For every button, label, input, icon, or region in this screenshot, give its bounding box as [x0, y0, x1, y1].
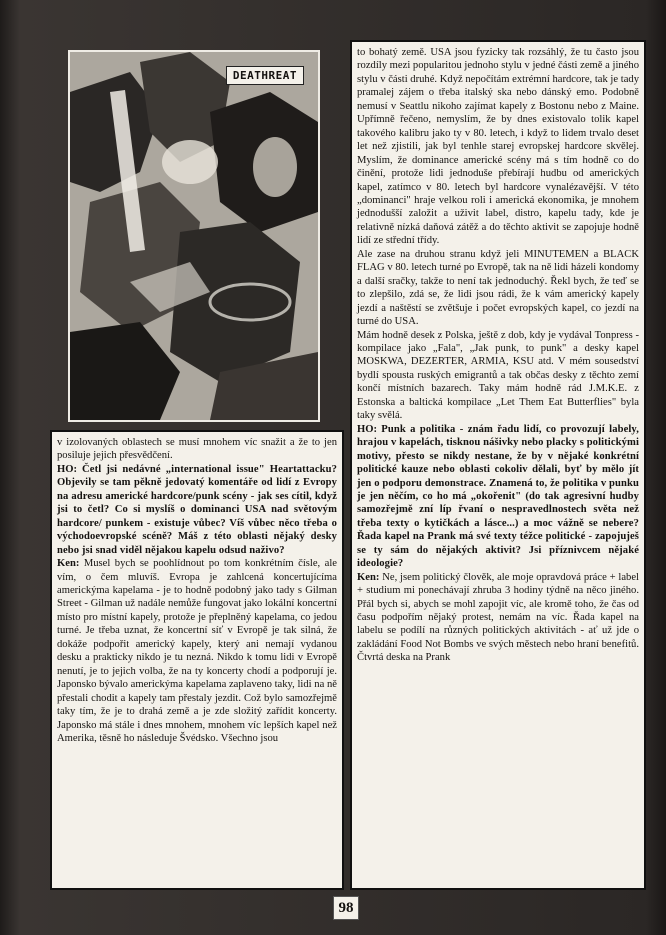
paragraph-minutemen: Ale zase na druhou stranu když jeli MINUTEMEN a BLACK FLAG v 80. letech turné po Evropě, tak na ně lidi házeli kondomy a další sračky, takže to není tak jednoduchý. Řekl bych, že teď se to zlepšilo, zdá se, že lidi jsou rádi, že k vám americký kapely jezdí a naštěstí se zvětšuje i počet evropských kapel, co jezdí na turné do USA.	[357, 248, 639, 328]
page-number: 98	[333, 896, 359, 920]
photo-band-name: DEATHREAT	[226, 66, 304, 85]
photo-image	[70, 52, 318, 420]
answer-paragraph-politics	[357, 571, 639, 665]
question-text: Četl jsi nedávné „international issue" Heartattacku? Objevily se tam pěkně jedovatý komentáře od lidí z Evropy na adresu americké hardcore/punk scény - jak ses cítil, když jsi to četl? Co si myslíš o dominanci USA nad světovým hardcore/ punkem - existuje vůbec? Víš vůbec něco třeba o východoevropské scéně? Máš z této oblasti nějaký desky nebo jsi snad viděl nějakou kapelu odsud naživo?	[57, 463, 337, 556]
answer-continuation: to bohatý země. USA jsou fyzicky tak rozsáhlý, že tu často jsou rozdíly mezi popularitou jednoho stylu v jedné části země a jiného stylu v části druhé. Když nepočítám extrémní hardcore, tak je tady pramalej zájem o třeba italský ska nebo dánský emo. Podobně nemusí v Seattlu nikoho zajímat kapely z Bostonu nebo z Maine. Upřímně řečeno, nemyslím, že by dnes existovalo tolik kapel takového kalibru jako ty v 80. letech, i když to lidem trvalo deset let než zjistili, jak byl tenhle starej evropskej hardcore skvělej. Myslím, že dominance americké scény má s tím hodně co do činění, protože lidi jednoduše přebírají hudbu od amerických kapel, zatímco v 80. letech byl hardcore vynalézavější. V této „dominanci" hraje velkou roli i americká ekonomika, je mnohem jednodušší založit a uživit label, distro, kapelu tady, kde je relativně nízká daňová zátěž a do těchto aktivit se zapojuje hodně lidí ze střední třídy.	[357, 47, 639, 247]
question-paragraph	[57, 463, 337, 557]
paragraph-polish-records: Mám hodně desek z Polska, ještě z dob, kdy je vydával Tonpress - kompilace jako „Fala", „Jak punk, to punk" a desky kapel MOSKWA, DEZERTER, ARMIA, KSU atd. V mém sousedství bydlí spousta ruských emigrantů a tak občas desky z těchto zemí končí místních bazarech. Taky mám hodně rád J.M.K.E. z Estonska a baltická kompilace „Let Them Eat Butterflies" byla taky svělá.	[357, 329, 639, 422]
intro-paragraph: v izolovaných oblastech se musí mnohem víc snažit a že to jen posiluje jejich přesvědčení.	[57, 437, 337, 462]
right-text-column	[350, 40, 646, 890]
left-text-column	[50, 430, 344, 890]
question-paragraph-politics	[357, 423, 639, 571]
question-label: HO:	[357, 423, 378, 435]
answer-label: Ken:	[57, 558, 80, 570]
question-label: HO:	[57, 463, 78, 475]
question-text: Punk a politika - znám řadu lidí, co provozují labely, hrajou v kapelách, tisknou nášivky nebo placky s politickými motivy, přesto se nikdy nestane, že by v nějaké konkrétní politické kauze nebo oblasti cokoliv dělali, byť by mělo jít jen o podporu demonstrace. Znamená to, že politika v punku je jen něčím, co ho má „okořenit" (do tak agresivní hudby samozřejmě zní líp řvaní o nespravedlnostech světa než třeba texty o kytičkách a lásce...) a moc vážně se nebere? Řada kapel na Prank má své texty téžce politické - zapojuješ se ty sám do nějakých aktivit? Jsi příznivcem nějaké ideologie?	[357, 423, 639, 570]
band-photo	[68, 50, 320, 422]
answer-text: Musel bych se poohlídnout po tom konkrétním čísle, ale vím, o čem mluvíš. Evropa je zahlcená koncertujícíma americkýma kapelama - je to hodně podobný jako tady s Gilman Street - Gilman už nadále nemůže fungovat jako lokální koncertní místo pro místní kapely, protože je přeplněný kapelama, co jedou turné. Je třeba uznat, že koncertní síť v Evropě je tak silná, že dokáže podpořit americký kapely, který ani nemají vydanou desku a prakticky nikdo je tu nezná. Nikdo k tomu lidi v Evropě nenutí, je to jejich volba, že na ty koncerty chodí a podporují je. Japonsko bývalo americkýma kapelama zaplaveno taky, lidi na ně přestali chodit a kapely tam přestaly jezdit. Což bylo samozřejmě taky tím, že je to drahá země a je zde složitý zařídit koncerty. Japonsko má stále i dnes mnohem, mnohem víc lepších kapel než Amerika, těsně ho následuje Švédsko. Všechno jsou	[57, 558, 337, 744]
answer-label: Ken:	[357, 571, 380, 583]
answer-paragraph	[57, 557, 337, 745]
answer-text: Ne, jsem politický člověk, ale moje opravdová práce + label + studium mi ponechávají zhruba 3 hodiny týdně na něco jiného. Přál bych si, abych se mohl zapojit víc, ale kromě toho, že čas od času podpořím nějaký protest, nemám na víc. Řada kapel na labelu se podílí na různých politických aktivitách - ať už jde o zakládání Food Not Bombs ve svých městech nebo hraní benefitů. Čtvrtá deska na Prank	[357, 571, 639, 664]
